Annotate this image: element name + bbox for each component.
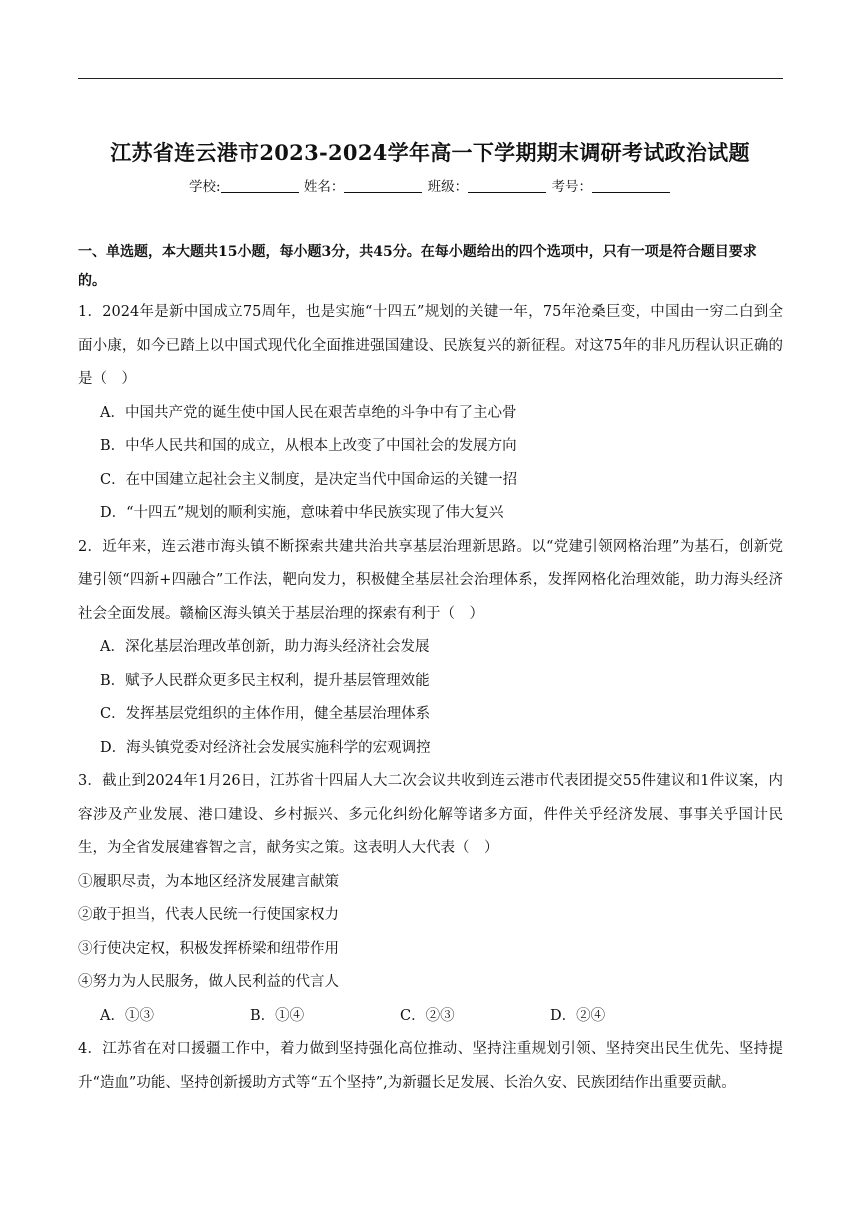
question-3-statement-3: ③行使决定权，积极发挥桥梁和纽带作用 [78,940,339,957]
section-heading: 一、单选题，本大题共15小题，每小题3分，共45分。在每小题给出的四个选项中，只有一项是符合题目要求的。 [78,244,757,289]
question-1-stem: 1．2024年是新中国成立75周年，也是实施“十四五”规划的关键一年，75年沧桑巨变，中国由一穷二白到全面小康，如今已踏上以中国式现代化全面推进强国建设、民族复兴的新征程。对这75年的非凡历程认识正确的是（ ） [78,304,783,387]
question-3-option-b: B．①④ [250,1007,305,1024]
exam-no-blank[interactable] [592,178,670,193]
question-2-option-b: B．赋予人民群众更多民主权利，提升基层管理效能 [100,672,430,689]
question-4-stem: 4．江苏省在对口援疆工作中，着力做到坚持强化高位推动、坚持注重规划引领、坚持突出民生优先、坚持提升“造血”功能、坚持创新援助方式等“五个坚持”,为新疆长足发展、长治久安、民族团结作出重要贡献。 [78,1041,783,1091]
class-blank[interactable] [468,178,546,193]
question-3-stem: 3．截止到2024年1月26日，江苏省十四届人大二次会议共收到连云港市代表团提交55件建议和1件议案，内容涉及产业发展、港口建设、乡村振兴、多元化纠纷化解等诸多方面，件件关乎经济发展、事事关乎国计民生，为全省发展建睿智之言，献务实之策。这表明人大代表（ ） [78,773,783,856]
question-3-option-a: A．①③ [100,1007,154,1024]
question-3-option-c: C．②③ [400,1007,455,1024]
question-1-option-a: A．中国共产党的诞生使中国人民在艰苦卓绝的斗争中有了主心骨 [100,404,517,421]
question-1-option-c: C．在中国建立起社会主义制度，是决定当代中国命运的关键一招 [100,471,518,488]
question-2-stem: 2．近年来，连云港市海头镇不断探索共建共治共享基层治理新思路。以“党建引领网格治理”为基石，创新党建引领“四新+四融合”工作法，靶向发力，积极健全基层社会治理体系，发挥网格化治理效能，助力海头经济社会全面发展。赣榆区海头镇关于基层治理的探索有利于（ ） [78,538,783,622]
school-label: 学校: [189,179,221,195]
question-1-option-b: B．中华人民共和国的成立，从根本上改变了中国社会的发展方向 [100,438,517,454]
question-content [78,238,783,1100]
question-1-option-d: D．“十四五”规划的顺利实施，意味着中华民族实现了伟大复兴 [100,505,504,521]
question-3-option-d: D．②④ [550,1007,606,1024]
question-2-option-c: C．发挥基层党组织的主体作用，健全基层治理体系 [100,706,431,722]
question-2-option-d: D．海头镇党委对经济社会发展实施科学的宏观调控 [100,739,431,756]
exam-no-label: 考号： [551,179,592,195]
question-2-option-a: A．深化基层治理改革创新，助力海头经济社会发展 [100,639,430,655]
question-3-statement-1: ①履职尽责，为本地区经济发展建言献策 [78,873,339,890]
header-rule [78,78,783,79]
question-3-statement-4: ④努力为人民服务，做人民利益的代言人 [78,974,339,990]
name-label: 姓名： [303,179,345,195]
name-blank[interactable] [344,178,422,193]
question-3-options [78,1000,783,1034]
question-3-statement-2: ②敢于担当，代表人民统一行使国家权力 [78,907,339,923]
school-blank[interactable] [221,178,299,193]
class-label: 班级： [427,179,469,195]
page-title: 江苏省连云港市2023-2024学年高一下学期期末调研考试政治试题 [110,140,750,165]
student-info-line [0,175,860,195]
